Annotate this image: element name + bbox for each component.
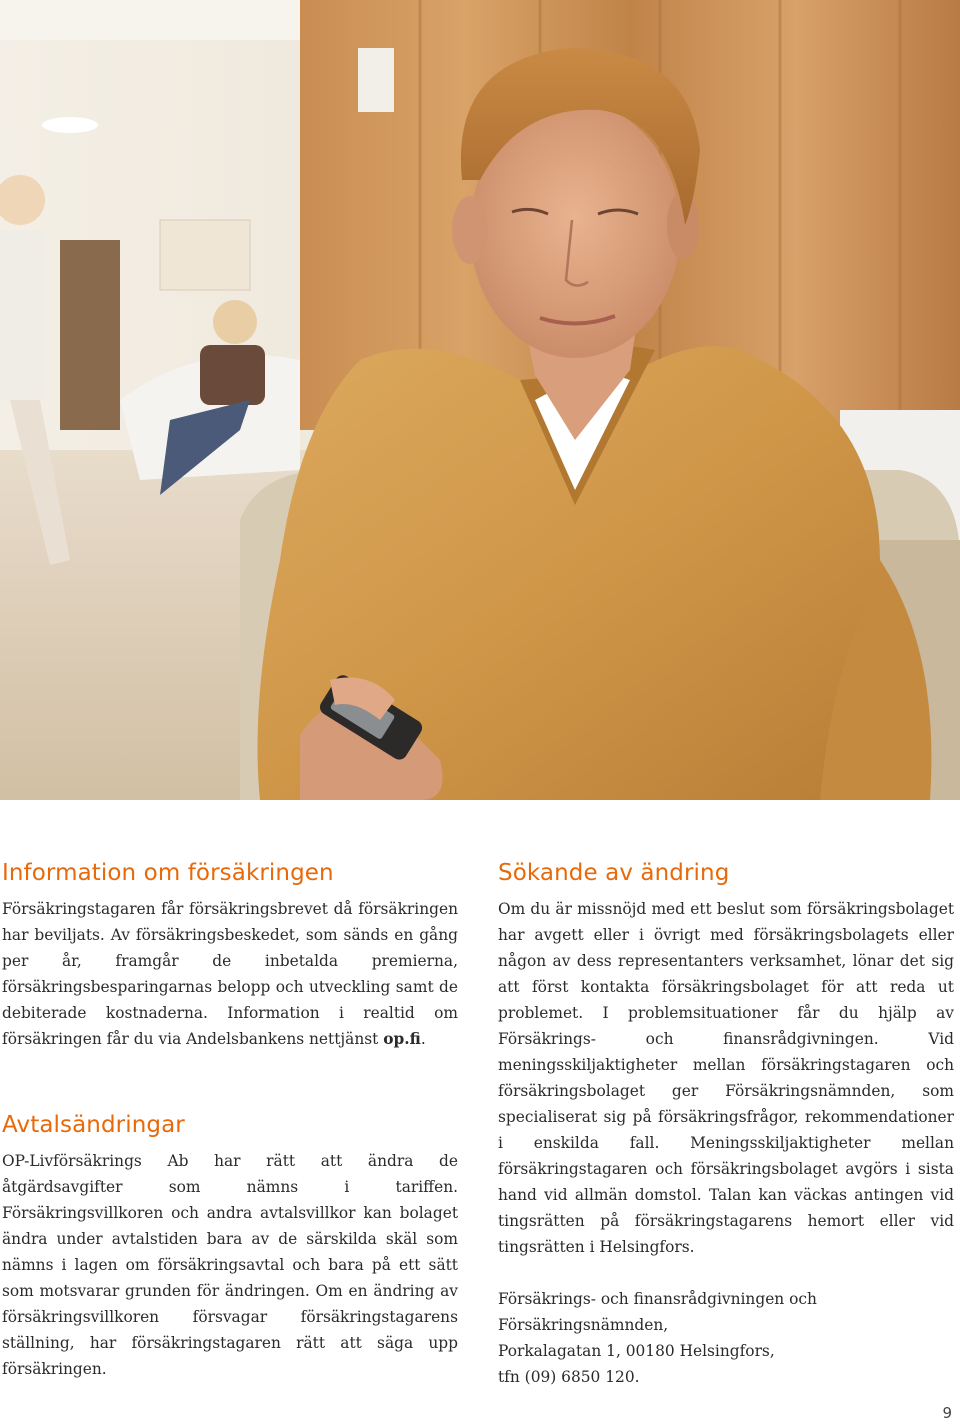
address-phone: tfn (09) 6850 120. — [498, 1368, 640, 1386]
paragraph-information-text: Försäkringstagaren får försäkringsbrevet då försäkringen har beviljats. Av försäkringsbeskedet, som sänds en gång per år, framgår de inbetalda premierna, försäkringsbesparingarnas belopp och utveckling samt de debiterade kostnaderna. Information i realtid om försäkringen får du via Andelsbankens nettjänst — [2, 900, 458, 1048]
address-line: Försäkringsnämnden, — [498, 1316, 669, 1334]
left-column — [2, 856, 458, 1382]
right-column — [498, 856, 954, 1390]
paragraph-avtalsandringar: OP-Livförsäkrings Ab har rätt att ändra de åtgärdsavgifter som nämns i tariffen. Försäkringsvillkoren och andra avtalsvillkor kan bolaget ändra under avtalstiden bara av de särskilda skäl som nämns i lagen om försäkringsavtal och bara på ett sätt som motsvarar grunden för ändringen. Om en ändring av försäkringsvillkoren försvagar försäkringstagarens ställning, har försäkringstagaren rätt att säga upp försäkringen. — [2, 1152, 458, 1378]
paragraph-information — [2, 896, 458, 1052]
heading-avtalsandringar: Avtalsändringar — [2, 1112, 185, 1138]
page-number: 9 — [942, 1404, 952, 1422]
paragraph-information-end: . — [420, 1030, 426, 1048]
op-fi-link[interactable]: op.fi — [383, 1030, 421, 1048]
address-line: Porkalagatan 1, 00180 Helsingfors, — [498, 1342, 775, 1360]
paragraph-sokande-av-andring: Om du är missnöjd med ett beslut som försäkringsbolaget har avgett eller i övrigt med försäkringsbolagets eller någon av dess representanters verksamhet, lönar det sig att först kontakta försäkringsbolaget för att reda ut problemet. I problemsituationer får du hjälp av Försäkrings- och finansrådgivningen. Vid meningsskiljaktigheter mellan försäkringstagaren och försäkringsbolaget ger Försäkringsnämnden, som specialiserat sig på försäkringsfrågor, rekommendationer i enskilda fall. Meningsskiljaktigheter mellan försäkringstagaren och försäkringsbolaget avgörs i sista hand vid allmän domstol. Talan kan väckas antingen vid tingsrätten på försäkringstagarens hemort eller vid tingsrätten i Helsingfors. — [498, 900, 954, 1256]
address-line: Försäkrings- och finansrådgivningen och — [498, 1290, 817, 1308]
contact-address — [498, 1286, 954, 1390]
heading-sokande-av-andring: Sökande av ändring — [498, 860, 730, 886]
heading-information: Information om försäkringen — [2, 860, 334, 886]
